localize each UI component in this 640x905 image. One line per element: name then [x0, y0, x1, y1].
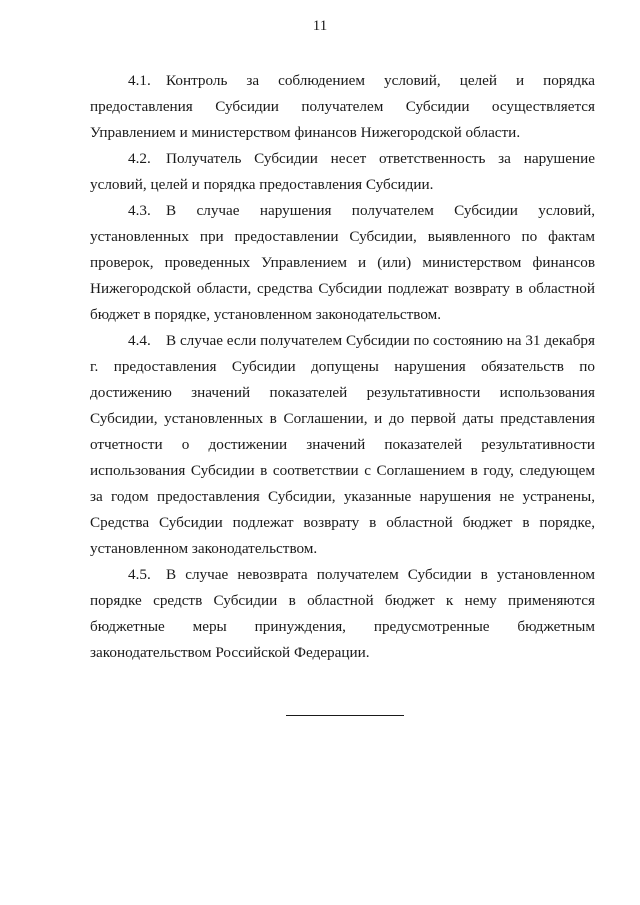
paragraph-text: Контроль за соблюдением условий, целей и порядка предоставления Субсидии получателем Субсидии осуществляется Управлением и министерством финансов Нижегородской области. — [90, 72, 595, 141]
paragraph-number: 4.5. — [128, 566, 151, 583]
paragraph-text: В случае невозврата получателем Субсидии в установленном порядке средств Субсидии в областной бюджет к нему применяются бюджетные меры принуждения, предусмотренные бюджетным законодательством Российской Федерации. — [90, 566, 595, 661]
paragraph-4-1 — [90, 68, 595, 146]
paragraph-4-4 — [90, 328, 595, 562]
paragraph-number: 4.4. — [128, 332, 151, 349]
paragraph-4-2 — [90, 146, 595, 198]
paragraph-text: Получатель Субсидии несет ответственность за нарушение условий, целей и порядка предоставления Субсидии. — [90, 150, 595, 193]
end-divider — [286, 715, 404, 716]
document-body — [90, 68, 595, 666]
paragraph-4-3 — [90, 198, 595, 328]
paragraph-4-5 — [90, 562, 595, 666]
paragraph-number: 4.1. — [128, 72, 151, 89]
page-number: 11 — [312, 18, 328, 34]
paragraph-text: В случае если получателем Субсидии по состоянию на 31 декабря г. предоставления Субсидии допущены нарушения обязательств по достижению значений показателей результативности использования Субсидии, установленных в Соглашении, и до первой даты представления отчетности о достижении значений показателей результативности использования Субсидии в соответствии с Соглашением в году, следующем за годом предоставления Субсидии, указанные нарушения не устранены, Средства Субсидии подлежат возврату в областной бюджет в порядке, установленном законодательством. — [90, 332, 595, 557]
paragraph-number: 4.3. — [128, 202, 151, 219]
paragraph-number: 4.2. — [128, 150, 151, 167]
paragraph-text: В случае нарушения получателем Субсидии условий, установленных при предоставлении Субсидии, выявленного по фактам проверок, проведенных Управлением и (или) министерством финансов Нижегородской области, средства Субсидии подлежат возврату в областной бюджет в порядке, установленном законодательством. — [90, 202, 595, 323]
